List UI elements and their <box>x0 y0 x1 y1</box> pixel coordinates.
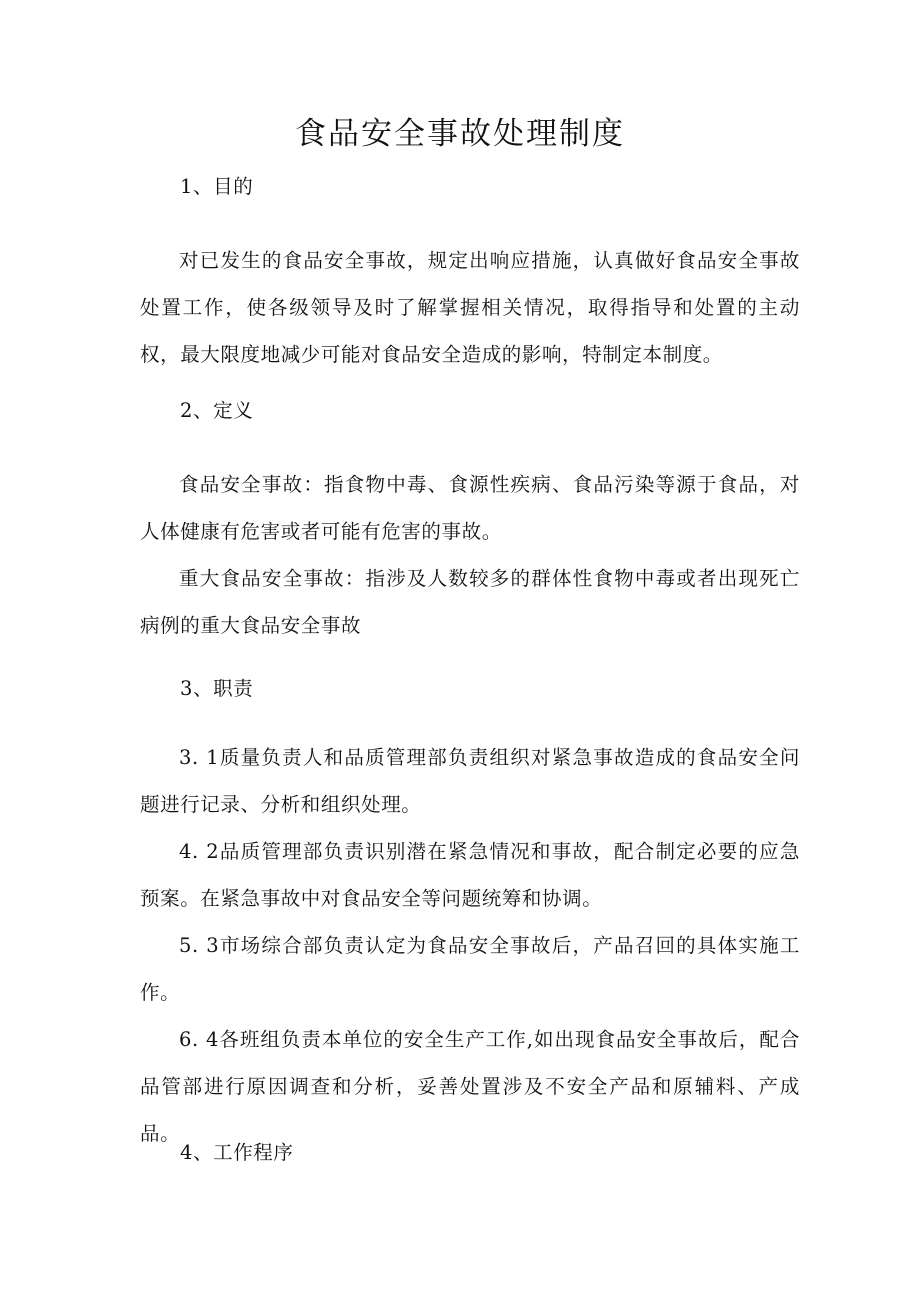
document-title: 食品安全事故处理制度 <box>295 116 625 152</box>
section-body-purpose <box>140 237 800 378</box>
section-heading-responsibilities: 3、职责 <box>180 677 254 700</box>
paragraph: 5. 3市场综合部负责认定为食品安全事故后，产品召回的具体实施工作。 <box>140 934 800 1004</box>
paragraph: 6. 4各班组负责本单位的安全生产工作,如出现食品安全事故后，配合品管部进行原因调查和分析，妥善处置涉及不安全产品和原辅料、产成品。 <box>140 1028 800 1145</box>
section-heading-purpose: 1、目的 <box>180 175 254 198</box>
section-body-definition <box>140 461 800 649</box>
paragraph: 4. 2品质管理部负责识别潜在紧急情况和事故，配合制定必要的应急预案。在紧急事故中对食品安全等问题统筹和协调。 <box>140 840 800 910</box>
paragraph: 对已发生的食品安全事故，规定出响应措施，认真做好食品安全事故处置工作，使各级领导及时了解掌握相关情况，取得指导和处置的主动权，最大限度地减少可能对食品安全造成的影响，特制定本制度。 <box>140 249 800 366</box>
paragraph: 食品安全事故：指食物中毒、食源性疾病、食品污染等源于食品，对人体健康有危害或者可能有危害的事故。 <box>140 473 800 543</box>
section-body-responsibilities <box>140 734 800 1157</box>
paragraph: 3. 1质量负责人和品质管理部负责组织对紧急事故造成的食品安全问题进行记录、分析和组织处理。 <box>140 746 800 816</box>
paragraph: 重大食品安全事故：指涉及人数较多的群体性食物中毒或者出现死亡病例的重大食品安全事故 <box>140 567 800 637</box>
section-heading-definition: 2、定义 <box>180 399 254 422</box>
section-heading-procedure: 4、工作程序 <box>180 1141 294 1164</box>
